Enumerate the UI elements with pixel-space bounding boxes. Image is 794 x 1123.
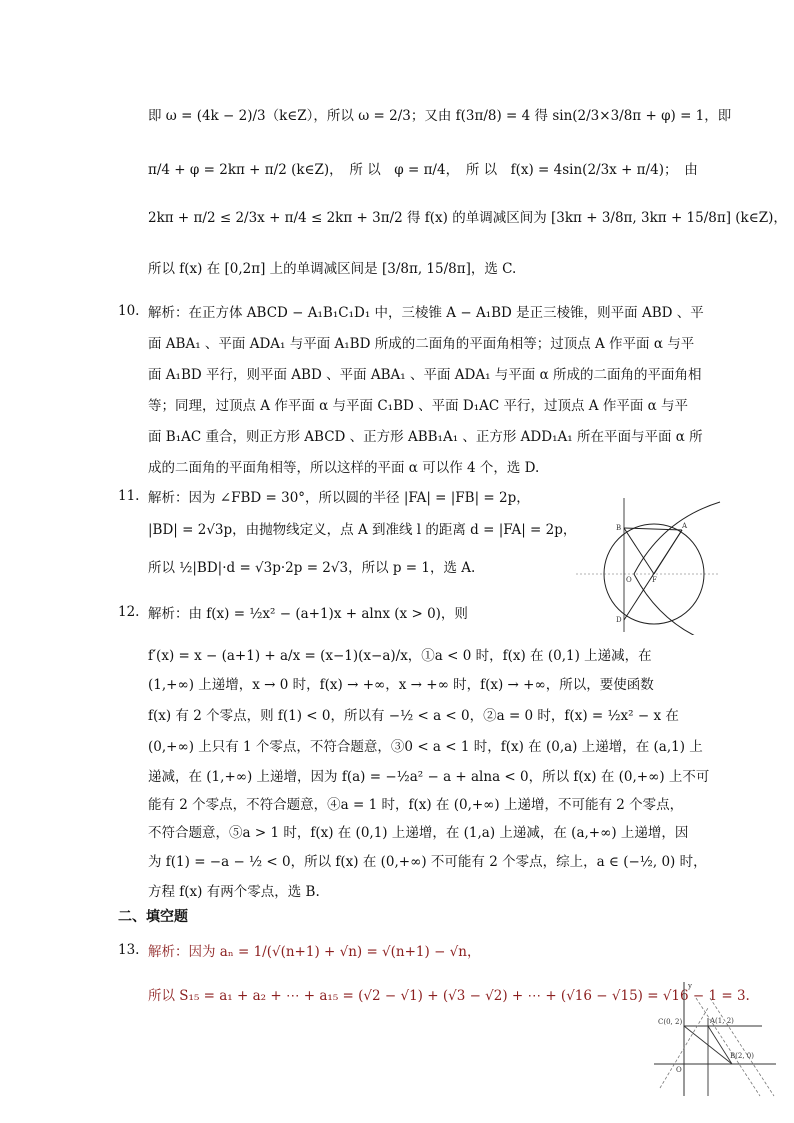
q10-line-4: 等；同理，过顶点 A 作平面 α 与平面 C₁BD 、平面 D₁AC 平行，过顶点 A 作平面 α 与平 (148, 398, 689, 414)
q13-line-1: 解析：因为 aₙ = 1/(√(n+1) + √n) = √(n+1) − √n， (148, 944, 481, 960)
q9-line-4: 所以 f(x) 在 [0,2π] 上的单调减区间是 [3/8π, 15/8π]，选 C. (148, 261, 517, 277)
q12-line-8: 不符合题意，⑤a > 1 时，f(x) 在 (0,1) 上递增，在 (1,a) 上递减，在 (a,+∞) 上递增，因 (148, 825, 689, 841)
q12-line-5: (0,+∞) 上只有 1 个零点，不符合题意，③0 < a < 1 时，f(x) 在 (0,a) 上递增，在 (a,1) 上 (148, 739, 703, 755)
fig11-label-a: A (682, 522, 688, 530)
section-heading: 二、填空题 (118, 909, 188, 925)
q9-line-1: 即 ω = (4k − 2)/3（k∈Z），所以 ω = 2/3；又由 f(3π/8) = 4 得 sin(2/3×3/8π + φ) = 1，即 (148, 108, 732, 124)
q12-line-3: (1,+∞) 上递增，x → 0 时，f(x) → +∞，x → +∞ 时，f(x) → +∞，所以，要使函数 (148, 677, 654, 693)
q10-line-2: 面 ABA₁ 、平面 ADA₁ 与平面 A₁BD 所成的二面角的平面角相等；过顶点 A 作平面 α 与平 (148, 336, 695, 352)
q9-line-3: 2kπ + π/2 ≤ 2/3x + π/4 ≤ 2kπ + 3π/2 得 f(x) 的单调减区间为 [3kπ + 3/8π, 3kπ + 15/8π] (k∈Z)， (148, 210, 787, 226)
fig13-label-c: C(0, 2) (658, 1018, 683, 1026)
q11-line-3: 所以 ½|BD|·d = √3p·2p = 2√3，所以 p = 1，选 A. (148, 560, 476, 576)
q10-line-1: 解析：在正方体 ABCD − A₁B₁C₁D₁ 中，三棱锥 A − A₁BD 是正三棱锥，则平面 ABD 、平 (148, 305, 704, 321)
fig11-label-f: F (652, 576, 657, 584)
q10-line-5: 面 B₁AC 重合，则正方形 ABCD 、正方形 ABB₁A₁ 、正方形 ADD₁A₁ 所在平面与平面 α 所 (148, 429, 703, 445)
q12-number: 12. (118, 604, 140, 620)
fig13-label-y: y (688, 982, 692, 990)
fig11-label-d: D (616, 616, 622, 624)
q12-line-1: 解析：由 f(x) = ½x² − (a+1)x + alnx (x > 0)，则 (148, 606, 468, 622)
q12-line-6: 递减，在 (1,+∞) 上递增，因为 f(a) = −½a² − a + alna < 0，所以 f(x) 在 (0,+∞) 上不可 (148, 769, 710, 785)
q13-line-2: 所以 S₁₅ = a₁ + a₂ + ⋯ + a₁₅ = (√2 − √1) + (√3 − √2) + ⋯ + (√16 − √15) = √16 − 1 = 3. (148, 988, 750, 1004)
fig13-label-b: B(2, 0) (730, 1052, 754, 1060)
q13-number: 13. (118, 942, 140, 958)
q13-figure (650, 978, 780, 1098)
q11-number: 11. (118, 488, 140, 504)
fig11-label-b: B (616, 524, 622, 532)
q12-line-10: 方程 f(x) 有两个零点，选 B. (148, 884, 320, 900)
q11-line-2: |BD| = 2√3p，由抛物线定义，点 A 到准线 l 的距离 d = |FA| = 2p， (148, 522, 577, 538)
q10-number: 10. (118, 303, 140, 319)
q11-line-1: 解析：因为 ∠FBD = 30°，所以圆的半径 |FA| = |FB| = 2p， (148, 490, 530, 506)
q9-line-2: π/4 + φ = 2kπ + π/2 (k∈Z)， 所 以 φ = π/4， 所 以 f(x) = 4sin(2/3x + π/4)； 由 (148, 162, 698, 178)
q10-line-6: 成的二面角的平面角相等，所以这样的平面 α 可以作 4 个，选 D. (148, 460, 540, 476)
q12-line-4: f(x) 有 2 个零点，则 f(1) < 0，所以有 −½ < a < 0，②a = 0 时，f(x) = ½x² − x 在 (148, 708, 679, 724)
q10-line-3: 面 A₁BD 平行，则平面 ABD 、平面 ABA₁ 、平面 ADA₁ 与平面 α 所成的二面角的平面角相 (148, 367, 702, 383)
fig11-label-o: O (626, 576, 632, 584)
q12-line-7: 能有 2 个零点，不符合题意，④a = 1 时，f(x) 在 (0,+∞) 上递增，不可能有 2 个零点， (148, 797, 684, 813)
q12-line-9: 为 f(1) = −a − ½ < 0，所以 f(x) 在 (0,+∞) 不可能有 2 个零点，综上，a ∈ (−½, 0) 时， (148, 854, 707, 870)
fig13-label-o: O (676, 1066, 682, 1074)
fig13-label-a: A(1, 2) (710, 1017, 734, 1025)
q12-line-2: f′(x) = x − (a+1) + a/x = (x−1)(x−a)/x，①a < 0 时，f(x) 在 (0,1) 上递减，在 (148, 648, 652, 664)
